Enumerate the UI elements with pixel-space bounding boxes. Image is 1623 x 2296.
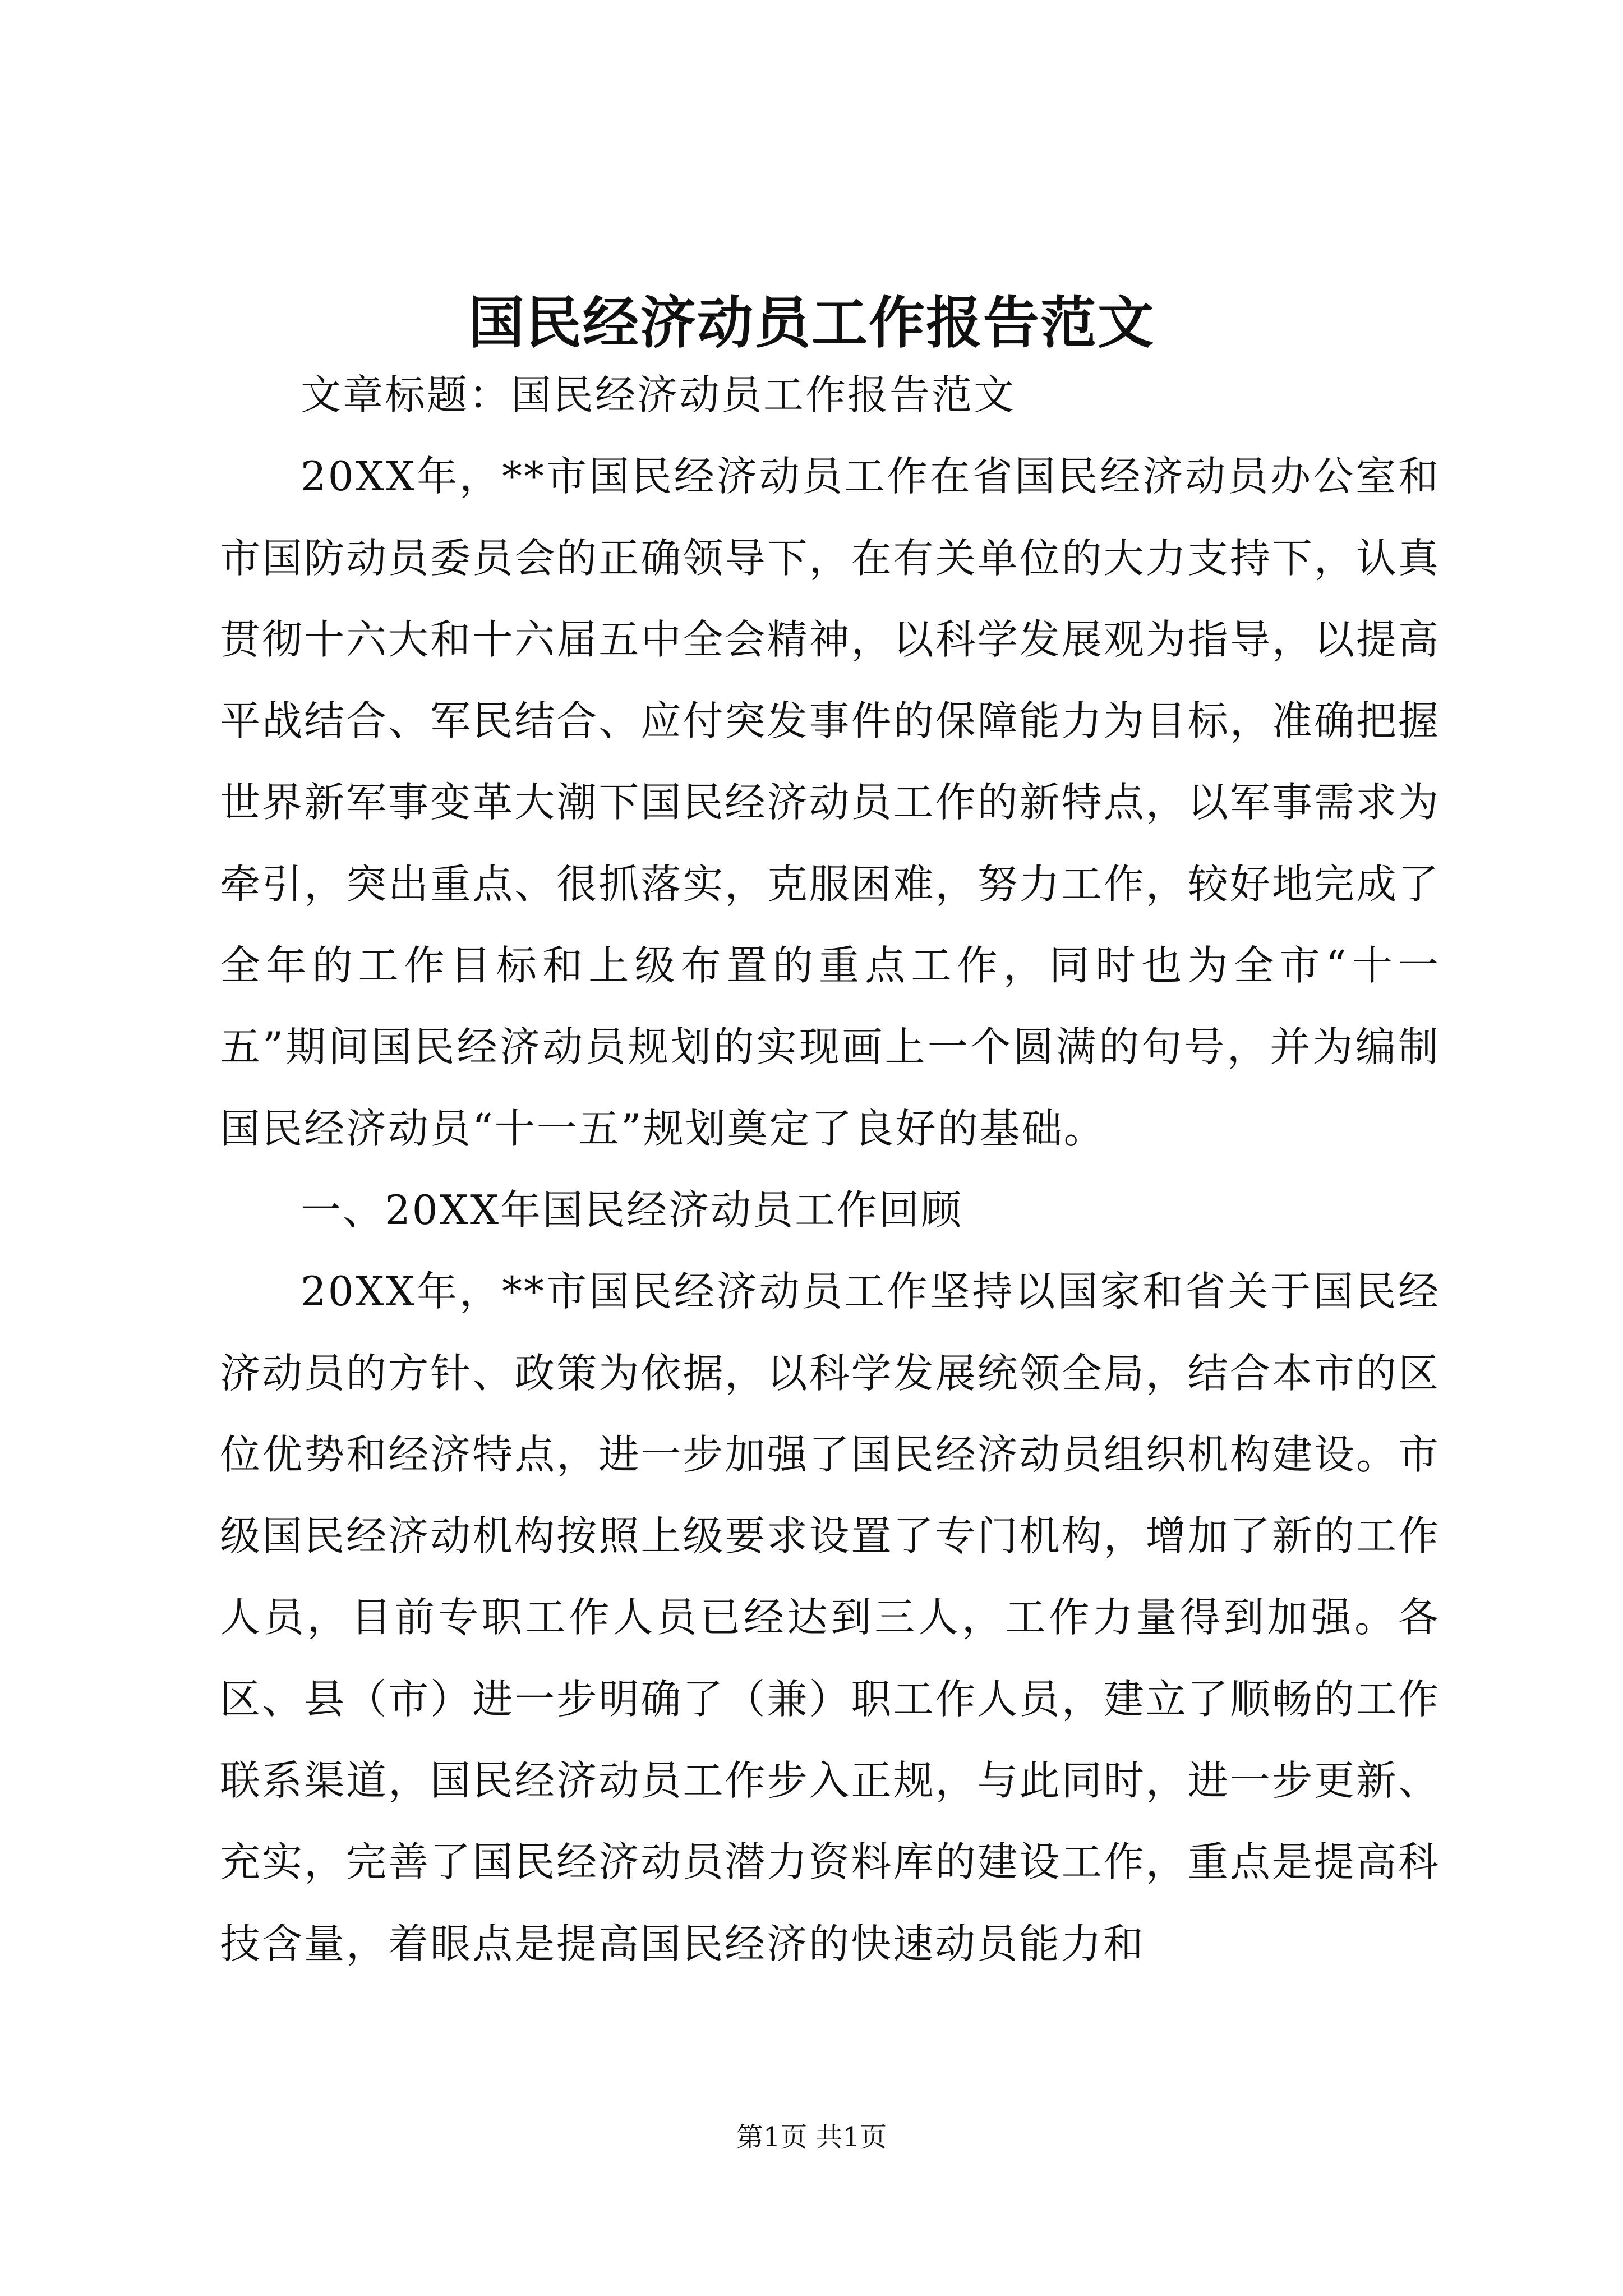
review-paragraph: 20XX年，**市国民经济动员工作坚持以国家和省关于国民经济动员的方针、政策为依据，以科学发展统领全局，结合本市的区位优势和经济特点，进一步加强了国民经济动员组织机构建设。市级国民经济动机构按照上级要求设置了专门机构，增加了新的工作人员，目前专职工作人员已经达到三人，工作力量得到加强。各区、县（市）进一步明确了（兼）职工作人员，建立了顺畅的工作联系渠道，国民经济动员工作步入正规，与此同时，进一步更新、充实，完善了国民经济动员潜力资料库的建设工作，重点是提高科技含量，着眼点是提高国民经济的快速动员能力和 xyxy=(220,1268,1440,1967)
intro-paragraph: 20XX年，**市国民经济动员工作在省国民经济动员办公室和市国防动员委员会的正确领导下，在有关单位的大力支持下，认真贯彻十六大和十六届五中全会精神，以科学发展观为指导，以提高平战结合、军民结合、应付突发事件的保障能力为目标，准确把握世界新军事变革大潮下国民经济动员工作的新特点，以军事需求为牵引，突出重点、很抓落实，克服困难，努力工作，较好地完成了全年的工作目标和上级布置的重点工作，同时也为全市“十一五”期间国民经济动员规划的实现画上一个圆满的句号，并为编制国民经济动员“十一五”规划奠定了良好的基础。 xyxy=(220,453,1440,1152)
document-body xyxy=(220,355,1440,1985)
page-footer: 第1页 共1页 xyxy=(736,2122,887,2153)
section-heading: 一、20XX年国民经济动员工作回顾 xyxy=(301,1186,963,1234)
article-title-line: 文章标题：国民经济动员工作报告范文 xyxy=(301,371,1016,418)
document-title: 国民经济动员工作报告范文 xyxy=(468,289,1155,356)
